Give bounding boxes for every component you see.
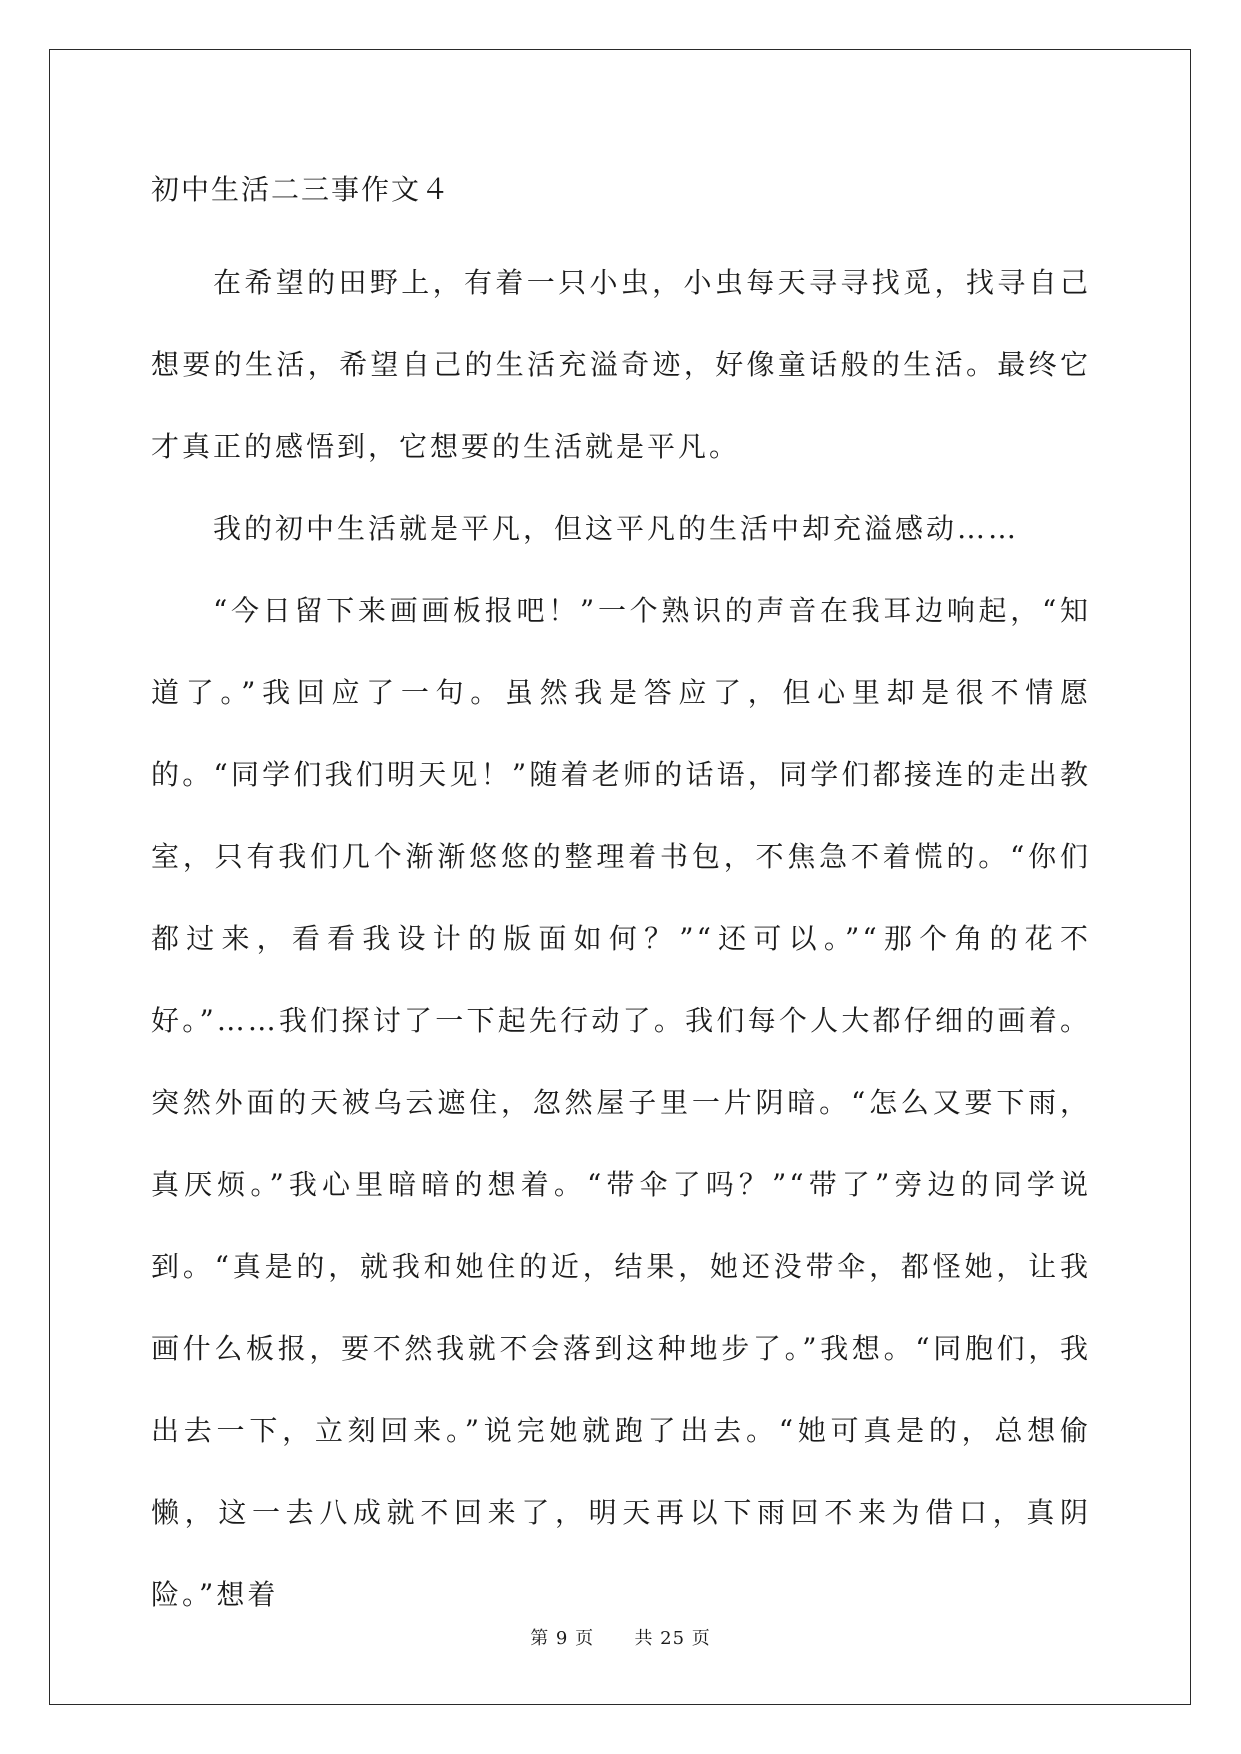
document-title: 初中生活二三事作文４: [151, 173, 452, 206]
paragraph: “今日留下来画画板报吧！”一个熟识的声音在我耳边响起，“知道了。”我回应了一句。虽然我是答应了，但心里却是很不情愿的。“同学们我们明天见！”随着老师的话语，同学们都接连的走出教室，只有我们几个渐渐悠悠的整理着书包，不焦急不着慌的。“你们都过来，看看我设计的版面如何？”“还可以。”“那个角的花不好。”……我们探讨了一下起先行动了。我们每个人大都仔细的画着。突然外面的天被乌云遮住，忽然屋子里一片阴暗。“怎么又要下雨，真厌烦。”我心里暗暗的想着。“带伞了吗？”“带了”旁边的同学说到。“真是的，就我和她住的近，结果，她还没带伞，都怪她，让我画什么板报，要不然我就不会落到这种地步了。”我想。“同胞们，我出去一下，立刻回来。”说完她就跑了出去。“她可真是的，总想偷懒，这一去八成就不回来了，明天再以下雨回不来为借口，真阴险。”想着: [151, 594, 1091, 1611]
page-total: 共 25 页: [634, 1628, 711, 1649]
page-number: 第 9 页: [530, 1628, 595, 1649]
paragraph: 我的初中生活就是平凡，但这平凡的生活中却充溢感动……: [213, 512, 1020, 545]
document-body: [151, 160, 1091, 1636]
paragraph: 在希望的田野上，有着一只小虫，小虫每天寻寻找觅，找寻自己想要的生活，希望自己的生活充溢奇迹，好像童话般的生活。最终它才真正的感悟到，它想要的生活就是平凡。: [151, 266, 1091, 463]
page-footer: [0, 1624, 1241, 1650]
